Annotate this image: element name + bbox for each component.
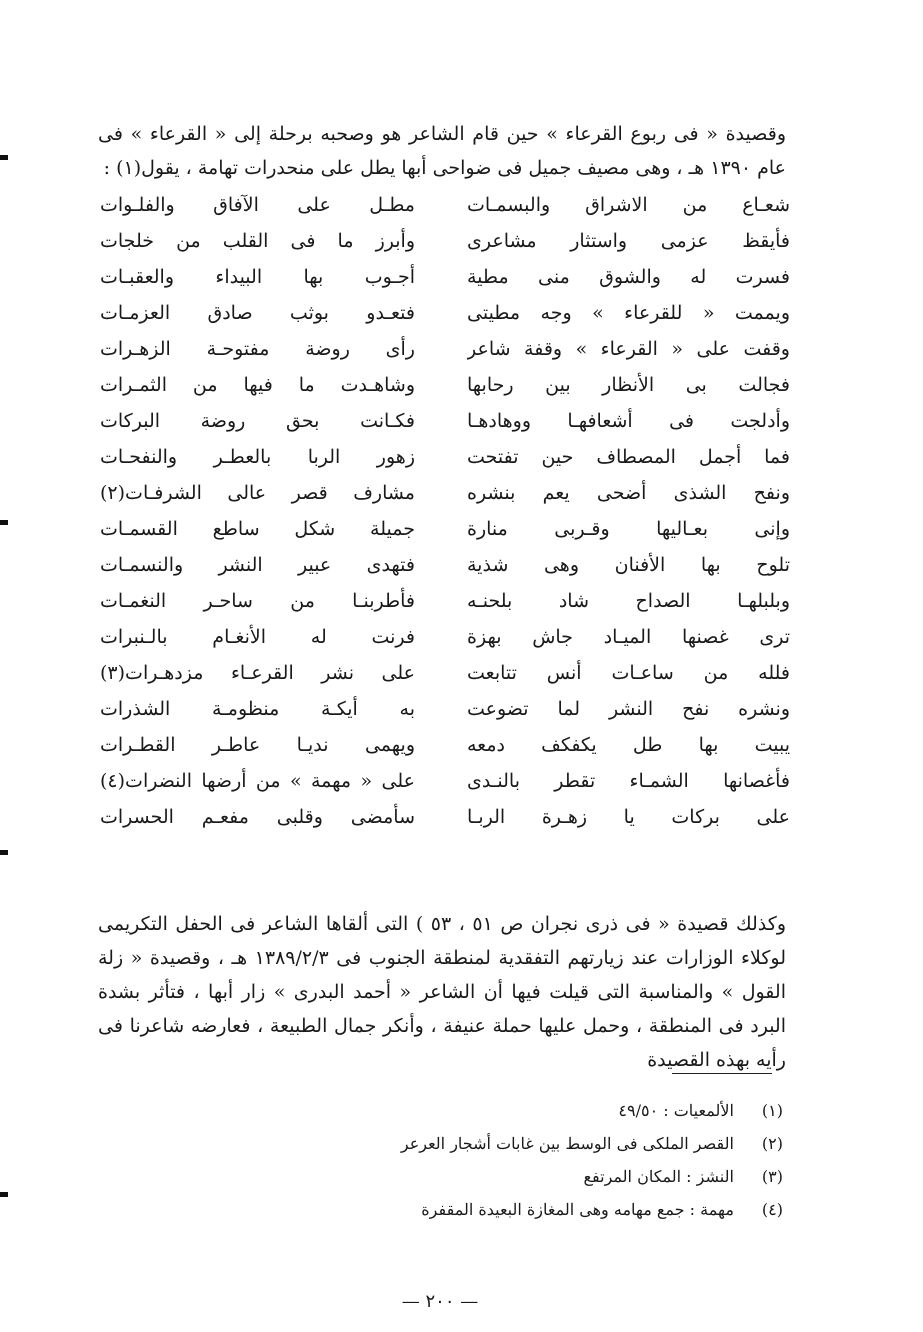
poem-line [90, 298, 790, 332]
poem-first-hemistich: على بركات يا زهـرة الربـا [467, 806, 790, 828]
poem-first-hemistich: شعـاع من الاشراق والبسمـات [467, 194, 790, 216]
poem-second-hemistich: فتعـدو بوثب صادق العزمـات [100, 302, 415, 324]
poem-line [90, 442, 790, 476]
poem-second-hemistich: فأطربنـا من ساحـر النغمـات [100, 590, 415, 612]
poem-line [90, 730, 790, 764]
poem-first-hemistich: فسرت له والشوق منى مطية [467, 266, 790, 288]
footnote [618, 1100, 783, 1122]
poem-line [90, 766, 790, 800]
scan-edge-mark [0, 1192, 8, 1197]
poem-first-hemistich: فما أجمل المصطاف حين تفتحت [467, 446, 790, 468]
poem-first-hemistich: يبيت بها طل يكفكف دمعه [467, 734, 790, 756]
poem-line [90, 262, 790, 296]
page-number: — ٢٠٠ — [401, 1291, 479, 1312]
poem-line [90, 190, 790, 224]
poem-second-hemistich: مطـل على الآفاق والفلـوات [100, 194, 415, 216]
poem-first-hemistich: ونفح الشذى أضحى يعم بنشره [467, 482, 790, 504]
poem-first-hemistich: فأغصانها الشمـاء تقطر بالنـدى [467, 770, 790, 792]
poem-first-hemistich: ويممت « للقرعاء » وجه مطيتى [467, 302, 790, 324]
poem-second-hemistich: مشارف قصر عالى الشرفـات(٢) [100, 482, 415, 504]
poem-first-hemistich: وأدلجت فى أشعافهـا ووهادهـا [467, 410, 790, 432]
footnote [401, 1133, 783, 1155]
poem-line [90, 694, 790, 728]
poem-second-hemistich: جميلة شكل ساطع القسمـات [100, 518, 415, 540]
poem-second-hemistich: فكـانت بحق روضة البركات [100, 410, 415, 432]
poem-second-hemistich: وأبرز ما فى القلب من خلجات [100, 230, 415, 252]
footnote [584, 1166, 783, 1188]
poem-first-hemistich: وقفت على « القرعاء » وقفة شاعر [467, 338, 790, 360]
poem-line [90, 802, 790, 836]
poem-second-hemistich: وشاهـدت ما فيها من الثمـرات [100, 374, 415, 396]
footnote-text: مهمة : جمع مهامه وهى المغازة البعيدة المقفرة [421, 1200, 734, 1219]
poem-first-hemistich: فأيقظ عزمى واستثار مشاعرى [467, 230, 790, 252]
poem-line [90, 586, 790, 620]
poem-line [90, 622, 790, 656]
poem-first-hemistich: ونشره نفح النشر لما تضوعت [467, 698, 790, 720]
poem-second-hemistich: به أيكـة منظومـة الشذرات [100, 698, 415, 720]
closing-paragraph: وكذلك قصيدة « فى ذرى نجران ص ٥١ ، ٥٣ ) التى ألقاها الشاعر فى الحفل التكريمى لوكلاء الوزارات عند زيارتهم التفقدية لمنطقة الجنوب فى ١٣٨٩/٢/٣ هـ ، وقصيدة « زلة القول » والمناسبة التى قيلت فيها أن الشاعر « أحمد البدرى » زار أبها ، فتأثر بشدة البرد فى المنطقة ، وحمل عليها حملة عنيفة ، وأنكر جمال الطبيعة ، فعارضه شاعرنا فى رأيه بهذه القصيدة [98, 913, 786, 1071]
poem-first-hemistich: فلله من ساعـات أنس تتابعت [467, 662, 790, 684]
footnote-text: القصر الملكى فى الوسط بين غابات أشجار العرعر [400, 1134, 734, 1153]
intro-paragraph: وقصيدة « فى ربوع القرعاء » حين قام الشاعر هو وصحبه برحلة إلى « القرعاء » فى عام ١٣٩٠ هـ ، وهى مصيف جميل فى ضواحى أبها يطل على منحدرات تهامة ، يقول(١) : [98, 123, 786, 179]
footnote-number: (٤) [761, 1200, 783, 1219]
footnote-separator [672, 1073, 772, 1074]
poem-line [90, 370, 790, 404]
poem-second-hemistich: على نشر القرعـاء مزدهـرات(٣) [100, 662, 415, 684]
footnote-number: (١) [761, 1101, 783, 1120]
poem-second-hemistich: على « مهمة » من أرضها النضرات(٤) [100, 770, 415, 792]
poem-line [90, 478, 790, 512]
poem-second-hemistich: أجـوب بها البيداء والعقبـات [100, 266, 415, 288]
poem-second-hemistich: زهور الربا بالعطـر والنفحـات [100, 446, 415, 468]
poem-line [90, 658, 790, 692]
poem-line [90, 226, 790, 260]
poem-second-hemistich: سأمضى وقلبى مفعـم الحسرات [100, 806, 415, 828]
poem-second-hemistich: فتهدى عبير النشر والنسمـات [100, 554, 415, 576]
poem-first-hemistich: ترى غصنها الميـاد جاش بهزة [467, 626, 790, 648]
scan-edge-mark [0, 850, 8, 855]
poem-line [90, 406, 790, 440]
footnote-number: (٢) [761, 1134, 783, 1153]
poem-line [90, 514, 790, 548]
poem-line [90, 550, 790, 584]
poem-second-hemistich: فرنت له الأنغـام بالـنبرات [100, 626, 415, 648]
poem-first-hemistich: فجالت بى الأنظار بين رحابها [467, 374, 790, 396]
footnote-text: النشز : المكان المرتفع [583, 1167, 734, 1186]
poem-line [90, 334, 790, 368]
scan-edge-mark [0, 520, 8, 525]
footnote-number: (٣) [761, 1167, 783, 1186]
footnote [421, 1199, 783, 1221]
scan-edge-mark [0, 155, 8, 160]
poem-first-hemistich: تلوح بها الأفنان وهى شذية [467, 554, 790, 576]
poem-second-hemistich: رأى روضة مفتوحـة الزهـرات [100, 338, 415, 360]
poem-second-hemistich: ويهمى نديـا عاطـر القطـرات [100, 734, 415, 756]
footnote-text: الألمعيات : ٤٩/٥٠ [618, 1101, 734, 1120]
poem-first-hemistich: وبلبلهـا الصداح شاد بلحنـه [467, 590, 790, 612]
poem-first-hemistich: وإنى بعـاليها وقـربى منارة [467, 518, 790, 540]
